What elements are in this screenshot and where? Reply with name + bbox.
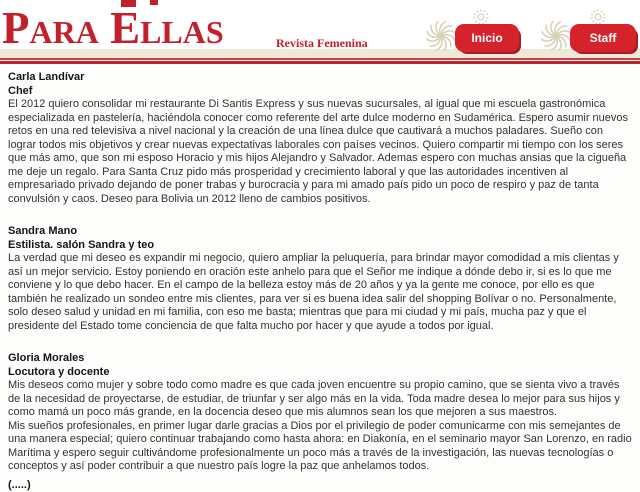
header-divider-thin [0, 58, 640, 60]
person-bio: Mis sueños profesionales, en primer lugar darle gracias a Dios por el privilegio de poder comunicarme con mis semejantes de una manera especial; quiero continuar trabajando como hasta ahora: en Diakonía, en el seminario mayor San Lorenzo, en radio Marítima y espero seguir cultivándome profesionalmente un poco más a través de la investigación, las nuevas tecnologías o conceptos y así poder contribuir a que nuestro país logre la paz que anhelamos todos. [8, 420, 632, 474]
profile-section-sandra [8, 225, 632, 333]
person-bio: La verdad que mi deseo es expandir mi negocio, quiero ampliar la peluquería, para brindar mayor comodidad a mis clientas y así un mejor servicio. Estoy poniendo en oración este anhelo para que el Señor me indique a dónde debo ir, si es lo que me conviene y lo que debo hacer. En el campo de la belleza estoy más de 20 años y ya la gente me conoce, por ello es que también he realizado un sondeo entre mis clientes, para ver si es buena idea salir del shopping Bolívar o no. Personalmente, solo deseo salud y unidad en mi familia, con eso me basta; mientras que para mi ciudad y mi país, mucha paz y que el presidente del Estado tome conciencia de que falta mucho por hacer y que ayude a todos por igual. [8, 252, 632, 333]
header [0, 0, 640, 64]
site-title: Para Ellas [2, 3, 224, 53]
pinwheel-icon [424, 19, 458, 53]
person-role: Chef [8, 85, 632, 99]
person-name: Carla Landívar [8, 71, 632, 85]
header-divider-thick [0, 61, 640, 64]
site-tagline: Revista Femenina [276, 36, 368, 51]
person-role: Locutora y docente [8, 366, 632, 380]
nav-button-staff[interactable]: Staff [570, 24, 636, 52]
profile-section-gloria [8, 352, 632, 492]
person-name: Gloria Morales [8, 352, 632, 366]
article-list [0, 64, 640, 492]
continuation-mark: (.....) [8, 479, 632, 492]
pinwheel-icon [539, 19, 573, 53]
nav-button-inicio[interactable]: Inicio [455, 24, 519, 52]
brand [2, 4, 224, 52]
person-bio: El 2012 quiero consolidar mi restaurante Di Santis Express y sus nuevas sucursales, al igual que mi escuela gastronómica especializada en pastelería, haciéndola conocer como referente del arte dulce moderno en Sudamérica. Espero asumir nuevos retos en una red televisiva a nivel nacional y la creación de una línea dulce que cautivará a muchos paladares. Sueño con lograr todos mis objetivos y crear nuevas expectativas laborales con países vecinos. Quiero compartir mi tiempo con los seres que más amo, que son mi esposo Horacio y mis hijos Alejandro y Salvador. Ademas espero con muchas ansias que la cigueña me deje un regalo. Para Santa Cruz pido más prosperidad y crecimiento laboral y que las autoridades incentiven al empresariado privado dejando de poner trabas y burocracia y para mi amado país pido un poco de respiro y paz de tanta convulsión y caos. Deseo para Bolivia un 2012 lleno de cambios positivos. [8, 98, 632, 206]
person-role: Estilista. salón Sandra y teo [8, 239, 632, 253]
profile-section-carla [8, 71, 632, 206]
person-bio: Mis deseos como mujer y sobre todo como madre es que cada joven encuentre su propio camino, que se sienta vivo a través de la necesidad de proyectarse, de estudiar, de triunfar y ser algo más en la vida. Toda madre desea lo mejor para sus hijos y como mamá un poco más grande, en la docencia deseo que mis alumnos sean los que mejoren a sus maestros. [8, 379, 632, 420]
person-name: Sandra Mano [8, 225, 632, 239]
